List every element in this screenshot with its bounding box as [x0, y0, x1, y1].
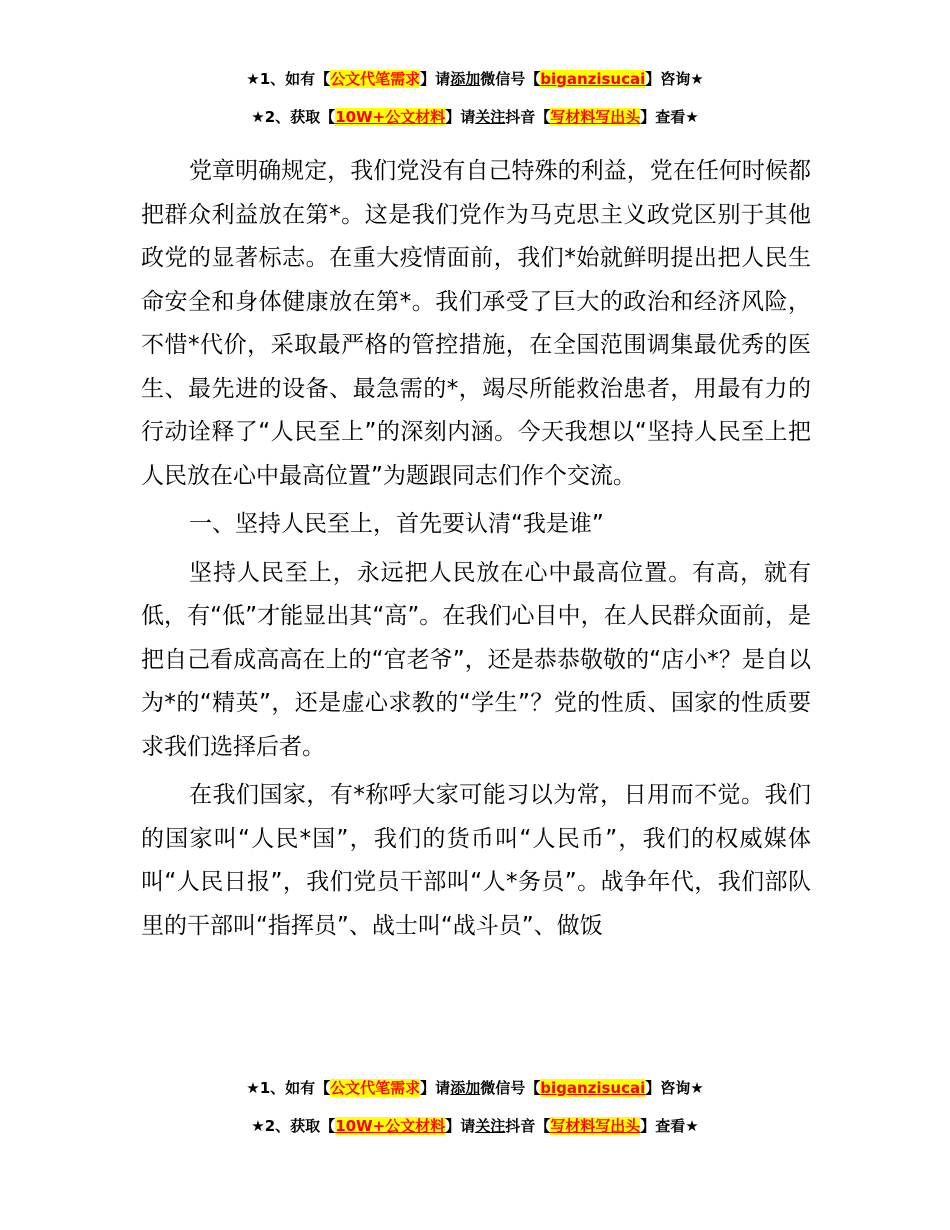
banner-highlight-materials: 10W+公文材料 [335, 1117, 446, 1135]
banner-text: 微信号【 [480, 70, 541, 88]
banner-highlight-douyin-account: 写材料写出头 [550, 1117, 641, 1135]
banner-text: 】请 [445, 108, 476, 126]
banner-text: 微信号【 [480, 1079, 541, 1097]
banner-highlight-service: 公文代笔需求 [330, 1079, 421, 1097]
banner-text: 】请 [445, 1117, 476, 1135]
header-banner-line-2 [0, 107, 950, 127]
banner-text: 抖音【 [505, 108, 551, 126]
paragraph-3: 在我们国家，有*称呼大家可能习以为常，日用而不觉。我们的国家叫“人民*国”，我们的货币叫“人民币”，我们的权威媒体叫“人民日报”，我们党员干部叫“人*务员”。战争年代，我们部队里的干部叫“指挥员”、战士叫“战斗员”、做饭 [141, 782, 811, 939]
footer-banner-line-2 [0, 1116, 950, 1136]
banner-text: ★1、如有【 [246, 1079, 331, 1097]
banner-text: ★2、获取【 [251, 1117, 336, 1135]
banner-text: 】查看★ [640, 108, 699, 126]
banner-underline-add: 添加 [450, 1079, 481, 1097]
banner-text: ★1、如有【 [246, 70, 331, 88]
banner-underline-add: 添加 [450, 70, 481, 88]
banner-text: 】请 [420, 70, 451, 88]
header-banner-line-1 [0, 69, 950, 89]
banner-text: 】咨询★ [645, 70, 704, 88]
banner-text: 】咨询★ [645, 1079, 704, 1097]
banner-highlight-wechat-id: biganzisucai [540, 70, 646, 88]
banner-highlight-douyin-account: 写材料写出头 [550, 108, 641, 126]
banner-underline-follow: 关注 [475, 108, 506, 126]
banner-text: 抖音【 [505, 1117, 551, 1135]
banner-text: 】请 [420, 1079, 451, 1097]
banner-text: 】查看★ [640, 1117, 699, 1135]
section-heading-1: 一、坚持人民至上，首先要认清“我是谁” [189, 511, 604, 537]
footer-banner-line-1 [0, 1078, 950, 1098]
banner-underline-follow: 关注 [475, 1117, 506, 1135]
paragraph-2: 坚持人民至上，永远把人民放在心中最高位置。有高，就有低，有“低”才能显出其“高”。在我们心目中，在人民群众面前，是把自己看成高高在上的“官老爷”，还是恭恭敬敬的“店小*？是自以为*的“精英”，还是虚心求教的“学生”？党的性质、国家的性质要求我们选择后者。 [141, 559, 811, 760]
banner-highlight-wechat-id: biganzisucai [540, 1079, 646, 1097]
document-body [141, 150, 811, 953]
banner-highlight-materials: 10W+公文材料 [335, 108, 446, 126]
paragraph-1: 党章明确规定，我们党没有自己特殊的利益，党在任何时候都把群众利益放在第*。这是我们党作为马克思主义政党区别于其他政党的显著标志。在重大疫情面前，我们*始就鲜明提出把人民生命安全和身体健康放在第*。我们承受了巨大的政治和经济风险，不惜*代价，采取最严格的管控措施，在全国范围调集最优秀的医生、最先进的设备、最急需的*，竭尽所能救治患者，用最有力的行动诠释了“人民至上”的深刻内涵。今天我想以“坚持人民至上把人民放在心中最高位置”为题跟同志们作个交流。 [141, 158, 811, 489]
banner-text: ★2、获取【 [251, 108, 336, 126]
banner-highlight-service: 公文代笔需求 [330, 70, 421, 88]
